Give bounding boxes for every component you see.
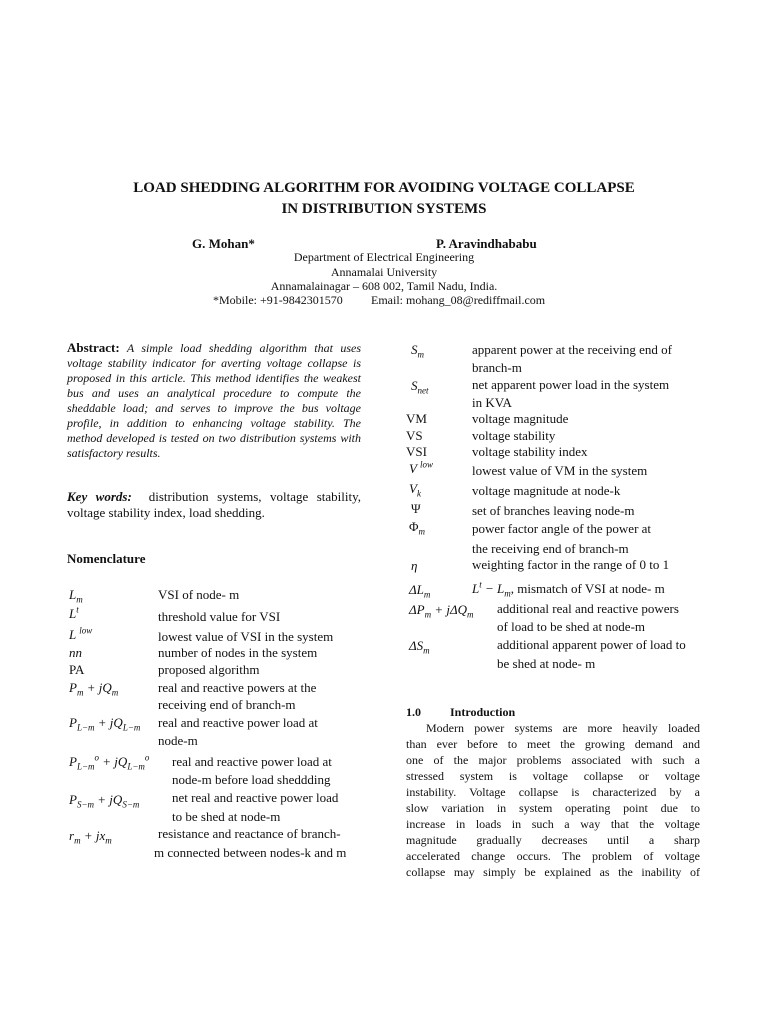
department: Department of Electrical Engineering — [293, 250, 475, 264]
paper-title-line-1: LOAD SHEDDING ALGORITHM FOR AVOIDING VOLTAGE COLLAPSE — [133, 180, 635, 196]
sym-delta-sm: $\Delta S_m$ — [409, 638, 430, 656]
sym-vm: VM — [406, 411, 427, 426]
intro-line: one of the major problems associated with such a — [406, 753, 700, 767]
nom-def: apparent power at the receiving end of — [472, 342, 672, 357]
sym-delta-lm: $\Delta L_m$ — [409, 582, 431, 600]
author-1: G. Mohan* — [192, 236, 255, 251]
nom-def: power factor angle of the power at — [472, 521, 652, 536]
nom-def: net apparent power load in the system — [472, 377, 670, 392]
address: Annamalainagar – 608 002, Tamil Nadu, India. — [270, 279, 498, 293]
sym-pa: PA — [69, 662, 85, 677]
sym-plm: $P_{L-m} + jQ_{L-m}$ — [69, 715, 141, 733]
nom-def-cont: node-m before load sheddding — [172, 772, 331, 787]
sym-psi: Ψ — [411, 501, 421, 516]
nom-def: threshold value for VSI — [158, 609, 281, 624]
keywords — [67, 489, 361, 521]
sym-lt: $L^t$ — [69, 604, 79, 621]
sym-rm-xm: $r_m + jx_m$ — [69, 828, 112, 846]
nom-def: weighting factor in the range of 0 to 1 — [472, 557, 670, 572]
intro-line: slow variation in system operating point due to — [406, 801, 700, 815]
nom-def-cont: m connected between nodes-k and m — [154, 845, 347, 860]
nom-def: number of nodes in the system — [158, 645, 318, 660]
sym-nn: nn — [69, 645, 82, 660]
intro-line: magnitude gradually decreases until a sharp — [406, 833, 700, 847]
nom-def: voltage magnitude — [472, 411, 569, 426]
section-heading: Introduction — [450, 705, 516, 719]
nom-def: set of branches leaving node-m — [472, 503, 635, 518]
sym-vs: VS — [406, 428, 423, 443]
sym-sm: $S_m$ — [411, 342, 424, 360]
nom-def: real and reactive power load at — [172, 754, 332, 769]
keywords-text: distribution systems, voltage stability, voltage stability index, load shedding. — [67, 489, 361, 520]
sym-lm: $L_m$ — [69, 587, 83, 605]
intro-line: stressed system is voltage collapse or voltage — [406, 769, 700, 783]
nom-def-cont: be shed at node- m — [497, 656, 596, 671]
nom-def-cont: in KVA — [472, 395, 512, 410]
sym-vk: $V_k$ — [409, 481, 421, 499]
nom-def: proposed algorithm — [158, 662, 260, 677]
section-number: 1.0 — [406, 705, 421, 719]
nom-def-delta-lm: $L^t - L_m$, mismatch of VSI at node- m — [472, 579, 665, 599]
email: Email: mohang_08@rediffmail.com — [371, 293, 546, 307]
nom-def-cont: the receiving end of branch-m — [472, 541, 629, 556]
sym-eta: η — [411, 558, 418, 573]
sym-plm-o: $P_{L-m}^o + jQ_{L-m}^o$ — [69, 752, 150, 772]
nom-def: resistance and reactance of branch- — [158, 826, 341, 841]
sym-snet: $S_{net}$ — [411, 378, 429, 396]
paper-title-line-2: IN DISTRIBUTION SYSTEMS — [281, 201, 487, 217]
sym-vsi: VSI — [406, 444, 427, 459]
nom-def: voltage magnitude at node-k — [472, 483, 621, 498]
nom-def-cont: to be shed at node-m — [172, 809, 281, 824]
intro-line: instability. Voltage collapse is characterized by a — [406, 785, 700, 799]
nom-def-cont: node-m — [158, 733, 198, 748]
intro-line: accelerated change occurs. The problem of voltage — [406, 849, 700, 863]
intro-line: Modern power systems are more heavily loaded — [426, 721, 700, 735]
abstract — [67, 340, 361, 461]
nom-def: voltage stability index — [472, 444, 588, 459]
mobile: *Mobile: +91-9842301570 — [213, 293, 343, 307]
nom-def: real and reactive powers at the — [158, 680, 317, 695]
sym-phi-m: $\Phi_m$ — [409, 519, 426, 537]
abstract-label: Abstract: — [67, 340, 120, 355]
nom-def: additional apparent power of load to — [497, 637, 686, 652]
nom-def: real and reactive power load at — [158, 715, 318, 730]
nom-def: lowest value of VM in the system — [472, 463, 648, 478]
sym-psm: $P_{S-m} + jQ_{S-m}$ — [69, 792, 140, 810]
intro-line: than ever before to meet the growing demand and — [406, 737, 700, 751]
nom-def-cont: of load to be shed at node-m — [497, 619, 646, 634]
sym-pm-jqm: $P_m + jQ_m$ — [69, 680, 119, 698]
nom-def: VSI of node- m — [158, 587, 240, 602]
author-2: P. Aravindhababu — [436, 236, 537, 251]
intro-line: increase in loads in such a way that the voltage — [406, 817, 700, 831]
nom-def-cont: branch-m — [472, 360, 522, 375]
sym-delta-pm-qm: $\Delta P_m + j\Delta Q_m$ — [409, 602, 474, 620]
nom-def: additional real and reactive powers — [497, 601, 679, 616]
sym-vlow: V $^{low}$ — [409, 459, 433, 476]
nom-def: voltage stability — [472, 428, 556, 443]
nomenclature-heading: Nomenclature — [67, 551, 146, 566]
nom-def: , mismatch of VSI at node- m — [510, 581, 665, 596]
sym-llow: L $^{low}$ — [69, 625, 93, 642]
nom-def: net real and reactive power load — [172, 790, 339, 805]
keywords-label: Key words: — [67, 489, 132, 504]
nom-def-cont: receiving end of branch-m — [158, 697, 296, 712]
introduction-body — [406, 720, 700, 880]
nom-def: lowest value of VSI in the system — [158, 629, 334, 644]
university: Annamalai University — [330, 265, 438, 279]
intro-line: collapse may simply be explained as the inability of — [406, 865, 700, 879]
abstract-text: A simple load shedding algorithm that uses voltage stability indicator for averting voltage collapse is proposed in this article. This method identifies the weakest bus and uses an analytical procedure to compute the sheddable load; and serves to improve the bus voltage profile, in addition to enhancing voltage stability. The method developed is tested on two distribution systems with satisfactory results. — [67, 341, 361, 460]
